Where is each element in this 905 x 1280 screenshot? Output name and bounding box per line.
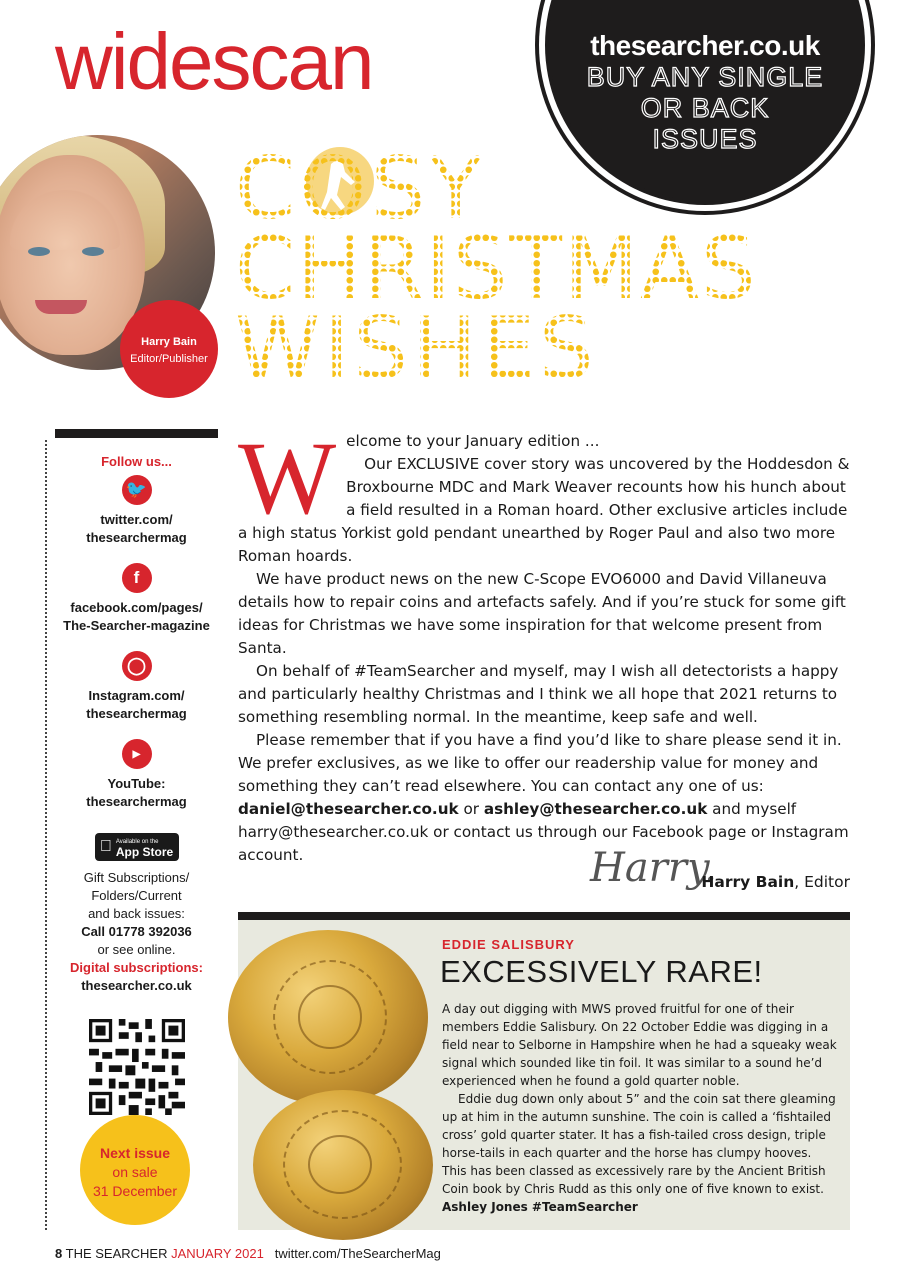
phone-number: Call 01778 392036 [81, 924, 192, 939]
next-issue-on-sale: on sale [112, 1164, 158, 1180]
instagram-icon[interactable]: ◯ [122, 651, 152, 681]
page-number: 8 [55, 1246, 63, 1261]
feature-headline: EXCESSIVELY RARE! [440, 954, 763, 989]
signature-row [590, 845, 850, 905]
story-p2: Eddie dug down only about 5” and the coin sat there gleaming up at him in the autumn sunshine. The coin is called a ‘fishtailed cross’ gold quarter stater. It has a fish-tailed cross design, triple horse-tails in each quarter and the horse has clumpy hooves. This has been classed as excessively rare by the Ancient British Coin book by Chris Rudd as this only one of five known to exist. [442, 1092, 836, 1196]
promo-line: ISSUES [652, 124, 758, 154]
magazine-name: THE SEARCHER [65, 1246, 168, 1261]
issue-date: JANUARY 2021 [171, 1246, 264, 1261]
coin-image-back [253, 1090, 433, 1240]
promo-line: BUY ANY SINGLE [586, 62, 824, 92]
editor-role: Editor/Publisher [130, 353, 208, 365]
email-ashley[interactable]: ashley@thesearcher.co.uk [483, 800, 708, 818]
title-line: CHRISTMAS [235, 219, 758, 319]
section-title: widescan [55, 17, 373, 106]
signature: Harry. [590, 845, 717, 891]
feature-story [442, 1000, 837, 1216]
page-footer [55, 1246, 441, 1261]
sidebar [55, 440, 218, 1120]
instagram-link[interactable]: Instagram.com/ thesearchermag [86, 688, 187, 721]
drop-cap: W [238, 421, 337, 536]
next-issue-badge [80, 1115, 190, 1225]
editor-badge [120, 300, 218, 398]
letter-p4: Please remember that if you have a find you’d like to share please send it in. We prefer exclusives, as we like to offer our readership value for money and something they can’t read elsewhere. You can contact any one of us: daniel@thesearcher.co.uk or ashley@thesearcher.co.uk and myself harry@thesearcher.co.uk or contact us through our Facebook page or Instagram account. [238, 731, 849, 864]
youtube-icon[interactable]: ▶ [122, 739, 152, 769]
apple-icon [100, 838, 112, 856]
gift-line: and back issues: [88, 906, 185, 921]
appstore-label: App Store [109, 845, 168, 859]
app-store-button[interactable] [95, 833, 179, 861]
sidebar-dotted-line [45, 440, 47, 1230]
email-daniel[interactable]: daniel@thesearcher.co.uk [238, 800, 459, 818]
digital-subscriptions-label: Digital subscriptions: [70, 960, 203, 975]
facebook-link[interactable]: facebook.com/pages/ The-Searcher-magazine [63, 600, 210, 633]
editor-name: Harry Bain [141, 336, 197, 348]
letter-p2: We have product news on the new C-Scope EVO6000 and David Villaneuva details how to repair coins and artefacts safely. And if you’re stuck for some gift ideas for Christmas we have some inspiration for that welcome present from Santa. [238, 570, 846, 657]
next-issue-label: Next issue [99, 1145, 171, 1161]
footer-twitter[interactable]: twitter.com/TheSearcherMag [274, 1246, 441, 1261]
next-issue-date: 31 December [92, 1183, 178, 1199]
see-online: or see online. [97, 942, 176, 957]
sidebar-rule [55, 429, 218, 438]
feature-rule [238, 912, 850, 920]
title-line: COSY [235, 140, 486, 239]
story-credit: Ashley Jones #TeamSearcher [442, 1200, 638, 1214]
letter-p1b: Our EXCLUSIVE cover story was uncovered by the Hoddesdon & Broxbourne MDC and Mark Weaver recounts how his hunch about a field resulted in a Roman hoard. Other exclusive articles include a high status Yorkist gold pendant unearthed by Roger Paul and also two more Roman hoards. [238, 455, 850, 565]
gift-line: Gift Subscriptions/ [83, 870, 190, 885]
youtube-link[interactable]: YouTube: thesearchermag [86, 776, 187, 809]
coin-image-front [228, 930, 428, 1105]
letter-p1-start: elcome to your January edition ... [346, 432, 600, 450]
appstore-small-label: Available on the [109, 839, 153, 845]
gift-line: Folders/Current [91, 888, 182, 903]
title-cosy-christmas-wishes [235, 140, 795, 385]
letter-p3: On behalf of #TeamSearcher and myself, may I wish all detectorists a happy and particularly healthy Christmas and I think we all hope that 2021 returns to something resembling normal. In the meantime, keep safe and well. [238, 662, 839, 726]
digital-subscriptions-url[interactable]: thesearcher.co.uk [81, 978, 192, 993]
promo-url: thesearcher.co.uk [590, 30, 820, 61]
facebook-icon[interactable]: f [122, 563, 152, 593]
story-p1: A day out digging with MWS proved fruitful for one of their members Eddie Salisbury. On 22 October Eddie was digging in a field near to Selborne in Hampshire when he had a squeaky weak signal which sounded like tin foil. It was similar to a sound he’d experienced when he found a gold quarter noble. [442, 1002, 837, 1088]
feature-author: EDDIE SALISBURY [442, 937, 575, 952]
twitter-link[interactable]: twitter.com/ thesearchermag [86, 512, 187, 545]
follow-label: Follow us... [101, 454, 172, 469]
promo-line: OR BACK [640, 93, 770, 123]
qr-code-icon[interactable] [89, 1019, 185, 1115]
sign-off: Harry Bain, Editor [701, 873, 850, 891]
title-line: WISHES [235, 299, 598, 385]
editor-letter [238, 421, 850, 867]
twitter-icon[interactable]: 🐦 [122, 475, 152, 505]
